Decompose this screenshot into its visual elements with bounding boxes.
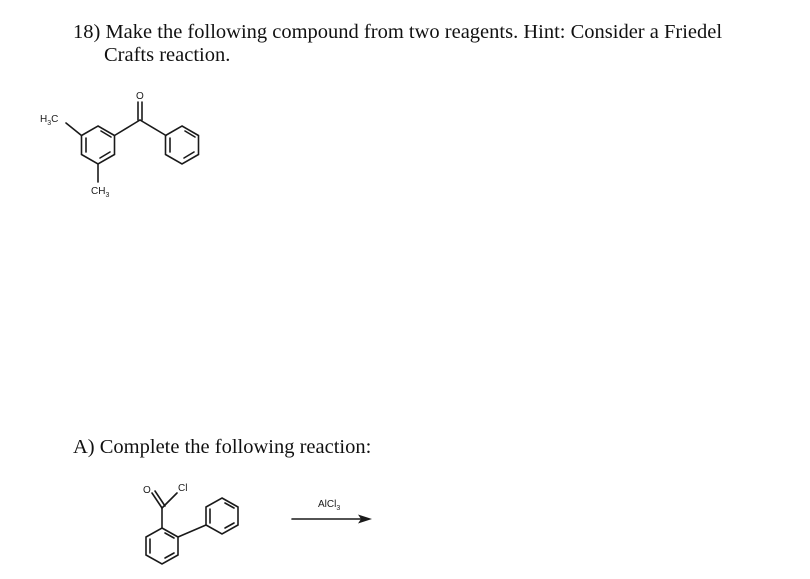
reaction-arrow <box>292 499 372 524</box>
acyl-chloride-bond <box>162 493 177 508</box>
dimethylphenyl-ring <box>82 126 115 164</box>
phenyl-ring <box>166 126 199 164</box>
catalyst-label: AlCl$_3$ <box>318 499 341 512</box>
methyl-label-left: $H_3C$ <box>40 114 59 127</box>
acyl-chlorine-label: Cl <box>178 483 188 494</box>
biaryl-bond <box>178 525 206 537</box>
carbonyl-oxygen-label: O <box>136 91 144 102</box>
acyl-chloride-structure <box>143 483 238 564</box>
acyl-oxygen-label: O <box>143 485 151 496</box>
upper-benzene-ring <box>206 498 238 534</box>
part-a-prompt: A) Complete the following reaction: <box>73 436 372 458</box>
methyl-bond-left <box>66 123 82 136</box>
question-text-line-2: Crafts reaction. <box>104 44 231 66</box>
question-text-line-1: 18) Make the following compound from two reagents. Hint: Consider a Friedel <box>73 21 723 43</box>
carbonyl-bond-right <box>140 120 166 136</box>
carbonyl-bond-left <box>115 120 141 136</box>
lower-benzene-ring <box>146 528 178 564</box>
methyl-label-bottom: $CH_3$ <box>91 186 110 199</box>
target-compound-structure <box>40 91 199 199</box>
